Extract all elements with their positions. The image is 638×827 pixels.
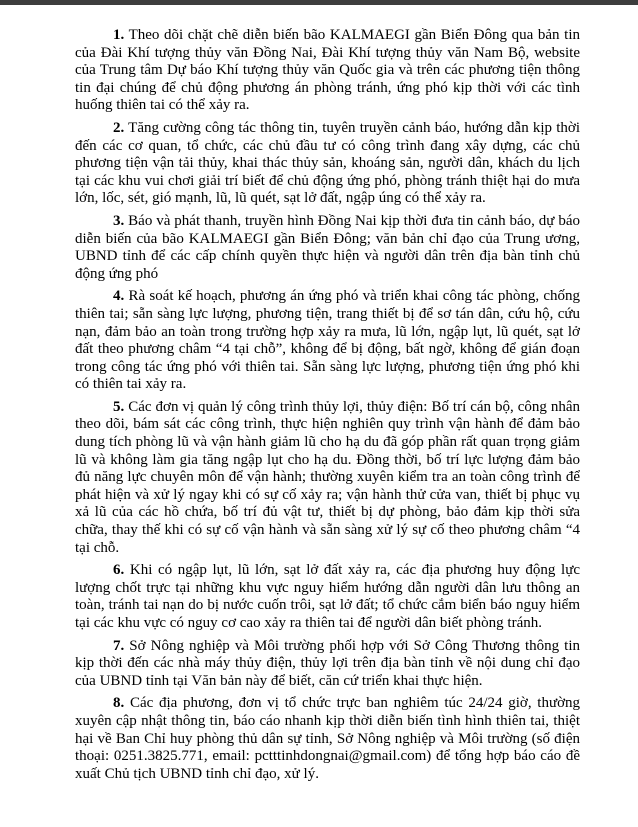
- paragraph-text: Các đơn vị quản lý công trình thủy lợi, thủy điện: Bố trí cán bộ, công nhân theo dõi, bám sát các công trình, thực hiện nghiên quy trình vận hành để đảm bảo dung tích phòng lũ và vận hành giảm lũ cho hạ du đã góp phần rất quan trọng giảm lũ và không làm gia tăng ngập lụt cho hạ du. Đồng thời, bố trí lực lượng đảm bảo đủ năng lực chuyên môn để vận hành; thường xuyên kiểm tra an toàn công trình để phát hiện và xử lý ngay khi có sự cố xảy ra; vận hành thử cửa van, thiết bị phục vụ xả lũ của các hồ chứa, bố trí đủ vật tư, thiết bị dự phòng, bảo đảm kịp thời sửa chữa, thay thế khi có sự cố vận hành và sẵn sàng xử lý sự cố theo phương châm “4 tại chỗ.: [75, 398, 580, 556]
- paragraph-text: Các địa phương, đơn vị tổ chức trực ban nghiêm túc 24/24 giờ, thường xuyên cập nhật thông tin, báo cáo nhanh kịp thời diễn biến tình hình thiên tai, thiệt hại về Ban Chỉ huy phòng thủ dân sự tỉnh, Sở Nông nghiệp và Môi trường (số điện thoại: 0251.3825.771, email: pctttinhdongnai@gmail.com) để tổng hợp báo cáo đề xuất Chủ tịch UBND tỉnh chỉ đạo, xử lý.: [75, 695, 581, 782]
- paragraph-text: Báo và phát thanh, truyền hình Đồng Nai kịp thời đưa tin cảnh báo, dự báo diễn biến của bão KALMAEGI gần Biển Đông; văn bản chỉ đạo của Trung ương, UBND tỉnh để các cấp chính quyền thực hiện và người dân trên địa bàn tỉnh chủ động ứng phó: [75, 212, 580, 282]
- paragraph-number: 6.: [113, 562, 125, 579]
- paragraph: [75, 213, 580, 283]
- paragraph-number: 1.: [113, 27, 125, 43]
- paragraph: [75, 120, 580, 208]
- paragraph-number: 8.: [113, 695, 125, 712]
- paragraph-number: 4.: [113, 288, 125, 305]
- paragraph: [75, 399, 580, 557]
- paragraph-number: 2.: [113, 119, 125, 136]
- paragraph: [75, 288, 580, 394]
- paragraph-number: 7.: [113, 637, 125, 654]
- paragraph-number: 5.: [113, 398, 125, 415]
- paragraph: [75, 638, 580, 691]
- paragraph: [75, 27, 580, 115]
- paragraph-text: Khi có ngập lụt, lũ lớn, sạt lở đất xảy ra, các địa phương huy động lực lượng chốt trực tại những khu vực nguy hiểm hướng dẫn người dân lưu thông an toàn, tránh tai nạn do bị nước cuốn trôi, sạt lở đất; tổ chức cắm biển báo nguy hiểm tại các khu vực có nguy cơ cao xảy ra thiên tai để người dân biết phòng tránh.: [75, 562, 580, 631]
- paragraph: [75, 562, 580, 632]
- paragraph-text: Tăng cường công tác thông tin, tuyên truyền cảnh báo, hướng dẫn kịp thời đến các cơ quan, tổ chức, các chủ đầu tư có công trình đang xây dựng, các chủ phương tiện vận tải thủy, khai thác thủy sản, khoáng sản, người dân, khách du lịch tại các khu vui chơi giải trí biết để chủ động ứng phó, phòng tránh thiệt hại do mưa lớn, lốc, sét, gió mạnh, lũ, lũ quét, sạt lở đất, ngập úng có thể xảy ra.: [75, 119, 580, 207]
- paragraph-text: Theo dõi chặt chẽ diễn biến bão KALMAEGI gần Biển Đông qua bản tin của Đài Khí tượng thủy văn Đồng Nai, Đài Khí tượng thủy văn Nam Bộ, website của Trung tâm Dự báo Khí tượng thủy văn Quốc gia và trên các phương tiện thông tin đại chúng để chủ động phương án phòng tránh, ứng phó kịp thời với các tình huống thiên tai có thể xảy ra.: [75, 27, 580, 114]
- document-page: [0, 5, 638, 783]
- paragraph-number: 3.: [113, 212, 125, 229]
- paragraph: [75, 695, 580, 783]
- paragraph-text: Rà soát kế hoạch, phương án ứng phó và triển khai công tác phòng, chống thiên tai; sẵn sàng lực lượng, phương tiện, trang thiết bị để sơ tán dân, cứu hộ, cứu nạn, đảm bảo an toàn trong trường hợp xảy ra mưa, lũ lớn, ngập lụt, lũ quét, sạt lở đất theo phương châm “4 tại chỗ”, không để bị động, bất ngờ, không để gián đoạn trong công tác ứng phó với thiên tai. Sẵn sàng lực lượng, phương tiện ứng phó khi có thiên tai xảy ra.: [75, 288, 581, 393]
- paragraph-text: Sở Nông nghiệp và Môi trường phối hợp với Sở Công Thương thông tin kịp thời đến các nhà máy thủy điện, thủy lợi trên địa bàn tỉnh về nội dung chỉ đạo của UBND tỉnh tại Văn bản này để biết, căn cứ triển khai thực hiện.: [75, 637, 581, 689]
